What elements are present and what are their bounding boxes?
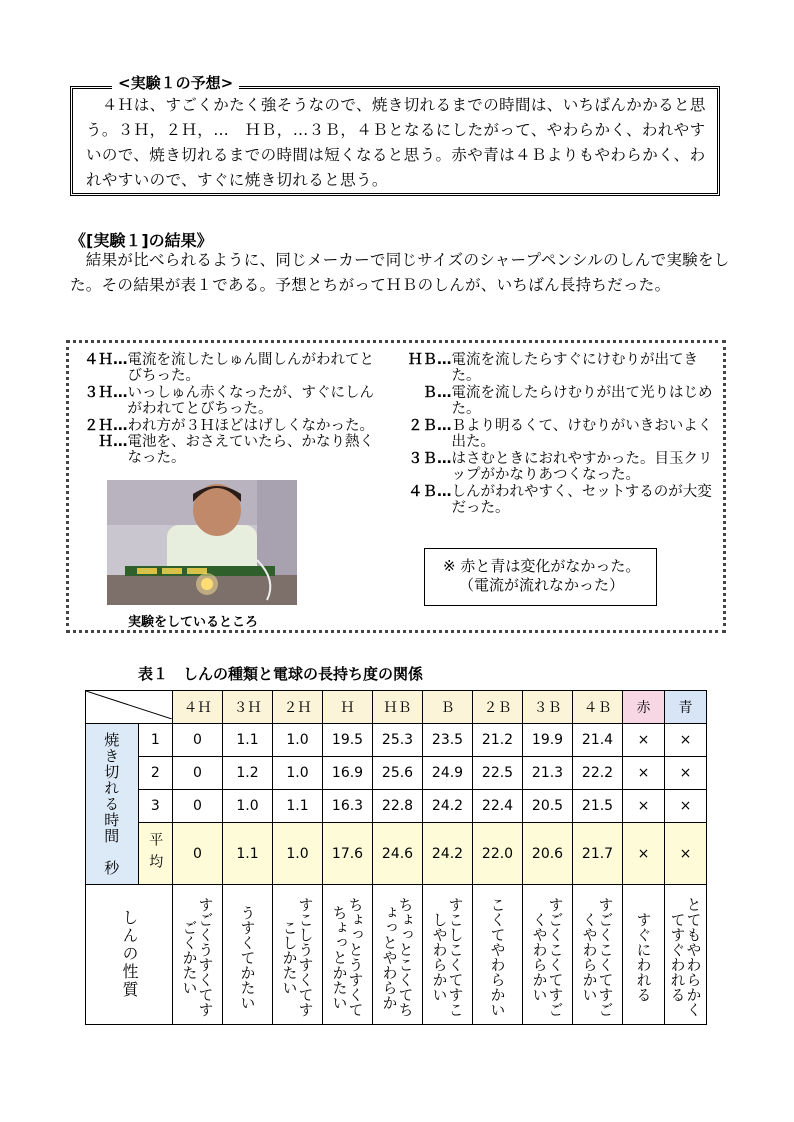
row-label: 1 xyxy=(138,724,172,757)
obs-item: ２Ｂ… Ｂより明るくて、けむりがいきおいよく出た。 xyxy=(408,418,713,450)
table-cell: 0 xyxy=(173,823,223,885)
column-header: ２Ｂ xyxy=(473,691,523,724)
table-cell: × xyxy=(665,823,707,885)
property-cell: すこしこくてすこしやわらかい xyxy=(423,885,473,1025)
column-header: 青 xyxy=(665,691,707,724)
table-cell: 0 xyxy=(173,790,223,823)
table-cell: × xyxy=(665,757,707,790)
side-label-cell xyxy=(86,724,139,885)
table-cell: × xyxy=(665,724,707,757)
table-cell: 25.6 xyxy=(373,757,423,790)
note-box xyxy=(424,548,657,606)
column-header: ３Ｂ xyxy=(523,691,573,724)
column-header: ３Ｈ xyxy=(223,691,273,724)
column-header: ４Ｈ xyxy=(173,691,223,724)
side-label: 焼き切れる時間 秒 xyxy=(102,732,121,876)
column-header: ＨＢ xyxy=(373,691,423,724)
property-cell: すぐにわれる xyxy=(623,885,665,1025)
table-cell: 24.2 xyxy=(423,823,473,885)
table-row xyxy=(86,757,707,790)
table-cell: 20.6 xyxy=(523,823,573,885)
table-cell: 19.9 xyxy=(523,724,573,757)
property-row xyxy=(86,885,707,1025)
column-header: Ｈ xyxy=(323,691,373,724)
obs-item: Ｈ… 電池を、おさえていたら、かなり熱くなった。 xyxy=(84,434,374,466)
diagonal-header-cell xyxy=(86,691,173,724)
table-cell: 16.9 xyxy=(323,757,373,790)
table-cell: 21.3 xyxy=(523,757,573,790)
table-cell: 1.0 xyxy=(223,790,273,823)
obs-item: ＨＢ… 電流を流したらすぐにけむりが出てきた。 xyxy=(408,352,698,384)
obs-item: Ｂ… 電流を流したらけむりが出て光りはじめた。 xyxy=(408,385,713,417)
table-cell: 19.5 xyxy=(323,724,373,757)
table-cell: 1.0 xyxy=(273,823,323,885)
table-cell: 24.9 xyxy=(423,757,473,790)
table-cell: 16.3 xyxy=(323,790,373,823)
table-cell: × xyxy=(623,790,665,823)
table-cell: 1.0 xyxy=(273,724,323,757)
table-cell: 1.0 xyxy=(273,757,323,790)
table-cell: 23.5 xyxy=(423,724,473,757)
row-label: 3 xyxy=(138,790,172,823)
obs-right-list xyxy=(408,352,716,516)
obs-item: ３Ｂ… はさむときにおれやすかった。目玉クリップがかなりあつくなった。 xyxy=(408,451,713,483)
table-cell: 17.6 xyxy=(323,823,373,885)
row-label: 平均 xyxy=(147,831,164,876)
property-cell: すごくこくてすごくやわらかい xyxy=(573,885,623,1025)
obs-item: ３Ｈ… いっしゅん赤くなったが、すぐにしんがわれてとびちった。 xyxy=(84,385,374,417)
table-row xyxy=(86,790,707,823)
table-cell: 22.8 xyxy=(373,790,423,823)
obs-left-list xyxy=(84,352,384,466)
table-cell: 22.4 xyxy=(473,790,523,823)
property-cell: すこしうすくてすこしかたい xyxy=(273,885,323,1025)
table-cell: 24.2 xyxy=(423,790,473,823)
obs-item: ４Ｈ… 電流を流したしゅん間しんがわれてとびちった。 xyxy=(84,352,374,384)
note-line: ※ 赤と青は変化がなかった。 xyxy=(443,557,641,575)
obs-item: ４Ｂ… しんがわれやすく、セットするのが大変だった。 xyxy=(408,484,712,516)
table-cell: 1.1 xyxy=(273,790,323,823)
results-table xyxy=(85,690,707,1025)
table-cell: 21.2 xyxy=(473,724,523,757)
column-header: 赤 xyxy=(623,691,665,724)
property-label-cell xyxy=(86,885,173,1025)
table-cell: 21.4 xyxy=(573,724,623,757)
property-cell: ちょっとうすくてちょっとかたい xyxy=(323,885,373,1025)
table-cell: 1.2 xyxy=(223,757,273,790)
experiment-photo xyxy=(107,480,297,605)
table-cell: 20.5 xyxy=(523,790,573,823)
result-heading: 《[実験１]の結果》 xyxy=(70,231,213,250)
property-cell: とてもやわらかくてすぐわれる xyxy=(665,885,707,1025)
property-cell: こくてやわらかい xyxy=(473,885,523,1025)
result-text: 結果が比べられるように、同じメーカーで同じサイズのシャープペンシルのしんで実験をした。その結果が表１である。予想とちがってＨＢのしんが、いちばん長持ちだった。 xyxy=(70,251,730,294)
photo-caption: 実験をしているところ xyxy=(128,615,259,630)
table-cell: × xyxy=(623,823,665,885)
table-cell: 21.5 xyxy=(573,790,623,823)
table-cell: × xyxy=(623,757,665,790)
obs-item: ２Ｈ… われ方が３Ｈほどはげしくなかった。 xyxy=(84,418,374,434)
table-cell: × xyxy=(665,790,707,823)
table-cell: × xyxy=(623,724,665,757)
table-row xyxy=(86,724,707,757)
prediction-title: <実験１の予想> xyxy=(112,72,239,93)
table-header-row xyxy=(86,691,707,724)
table-cell: 24.6 xyxy=(373,823,423,885)
table-cell: 1.1 xyxy=(223,823,273,885)
property-label: しんの性質 xyxy=(120,909,139,999)
property-cell: すごくこくてすごくやわらかい xyxy=(523,885,573,1025)
column-header: ４Ｂ xyxy=(573,691,623,724)
property-cell: すごくうすくてすごくかたい xyxy=(173,885,223,1025)
row-label: 2 xyxy=(138,757,172,790)
row-label-cell xyxy=(138,823,172,885)
column-header: ２Ｈ xyxy=(273,691,323,724)
table-cell: 0 xyxy=(173,724,223,757)
prediction-text: ４Ｈは、すごくかたく強そうなので、焼き切れるまでの時間は、いちばんかかると思う。３Ｈ，２Ｈ，… ＨＢ，…３Ｂ，４Ｂとなるにしたがって、やわらかく、われやすいので、焼き切れるまでの時間は短くなると思う。赤や青は４Ｂよりもやわらかく、われやすいので、すぐに焼き切れると思う。 xyxy=(86,96,706,189)
table-cell: 1.1 xyxy=(223,724,273,757)
property-cell: うすくてかたい xyxy=(223,885,273,1025)
table-cell: 22.0 xyxy=(473,823,523,885)
table-caption: 表１ しんの種類と電球の長持ち度の関係 xyxy=(138,665,424,683)
table-cell: 0 xyxy=(173,757,223,790)
property-cell: ちょっとこくてちょっとやわらか xyxy=(373,885,423,1025)
average-row xyxy=(86,823,707,885)
table-cell: 21.7 xyxy=(573,823,623,885)
table-cell: 25.3 xyxy=(373,724,423,757)
note-line: （電流が流れなかった） xyxy=(459,576,625,594)
table-cell: 22.5 xyxy=(473,757,523,790)
column-header: Ｂ xyxy=(423,691,473,724)
table-cell: 22.2 xyxy=(573,757,623,790)
